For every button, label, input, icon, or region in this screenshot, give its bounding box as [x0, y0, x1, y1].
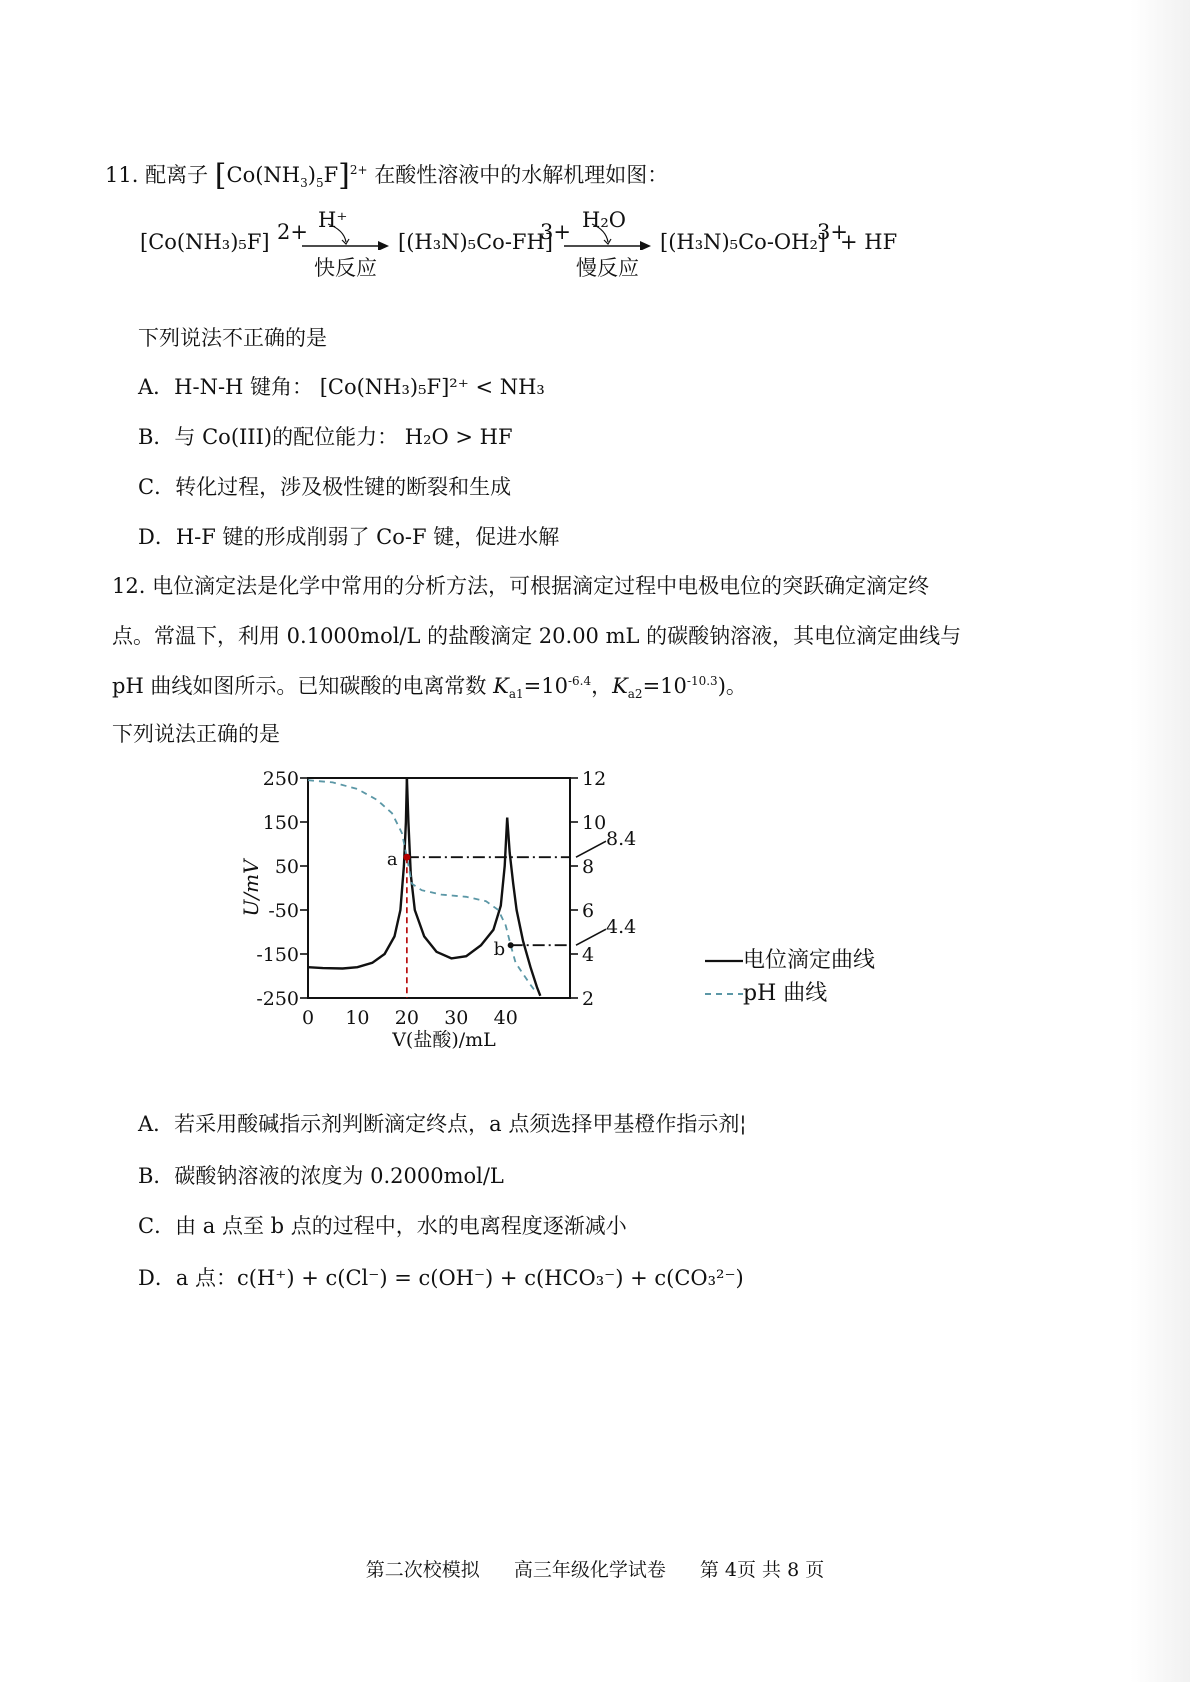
footer-exam: 第二次校模拟 [365, 1559, 480, 1581]
mech-intermediate-charge: 3+ [540, 220, 571, 244]
footer-page: 第 4页 共 8 页 [699, 1559, 825, 1581]
potential-curve-segment [407, 778, 507, 961]
q12-stem-line3-text: pH 曲线如图所示。已知碳酸的电离常数 [112, 674, 494, 698]
q11-option-a: A．H-N-H 键角： [Co(NH₃)₅F]²⁺ < NH₃ [138, 375, 545, 399]
point-a-label: a [386, 849, 398, 871]
q11-option-d: D．H-F 键的形成削弱了 Co-F 键，促进水解 [138, 525, 560, 549]
legend-potential-swatch [705, 956, 743, 966]
legend-potential-label: 电位滴定曲线 [743, 948, 876, 973]
y-right-tick-label: 2 [582, 988, 595, 1010]
footer-subject: 高三年级化学试卷 [513, 1559, 666, 1581]
legend-potential [705, 943, 875, 974]
q11-complex-ion: [ [214, 158, 227, 193]
y-right-tick-label: 4 [582, 944, 595, 966]
legend-ph [705, 976, 827, 1007]
y-left-tick-label: -150 [256, 944, 299, 966]
q12-stem-line3-end: )。 [717, 674, 747, 698]
q12-prompt: 下列说法正确的是 [112, 722, 280, 746]
q11-mechanism [0, 208, 1190, 288]
q12-stem-line3 [112, 674, 747, 702]
y-left-tick-label: -250 [256, 988, 299, 1010]
y-right-tick-label: 12 [582, 768, 607, 790]
mech-intermediate: [(H₃N)₅Co-FH] [398, 230, 553, 254]
y-left-tick-label: 50 [274, 856, 299, 878]
annotation-8.4: 8.4 [606, 828, 637, 851]
point-b-marker [508, 942, 514, 948]
q12-option-b: B．碳酸钠溶液的浓度为 0.2000mol/L [138, 1164, 504, 1188]
mech-product-charge: 3+ [817, 220, 848, 244]
x-tick-label: 10 [345, 1007, 370, 1029]
mech-step2-arrow [562, 220, 654, 250]
q11-prompt: 下列说法不正确的是 [138, 326, 327, 350]
ka-separator: ， [591, 674, 613, 698]
mech-reactant: [Co(NH₃)₅F] [140, 230, 270, 254]
mech-step2-reagent: H₂O [582, 208, 626, 232]
annotation-leader-4.4 [576, 929, 606, 945]
ka1-symbol: K [493, 674, 509, 698]
potential-curve-segment [507, 818, 540, 996]
q11-complex-ion-body: $Co(NH_3)_5F$ [226, 163, 339, 191]
x-tick-label: 30 [444, 1007, 469, 1029]
q11-option-c: C．转化过程，涉及极性键的断裂和生成 [138, 475, 512, 499]
y-axis-label: U/mV [239, 859, 263, 917]
mech-reactant-charge: 2+ [277, 220, 308, 244]
y-left-tick-label: 250 [262, 768, 299, 790]
page-footer [0, 1555, 1190, 1582]
mech-step1-label: 快反应 [314, 256, 377, 280]
y-right-tick-label: 8 [582, 856, 595, 878]
mech-step1-reagent: H⁺ [318, 208, 348, 232]
point-a-marker [403, 854, 410, 861]
mech-product: [(H₃N)₅Co-OH₂] [660, 230, 827, 254]
ka2-symbol: K [612, 674, 628, 698]
q12-stem-line2: 点。常温下，利用 0.1000mol/L 的盐酸滴定 20.00 mL 的碳酸钠溶液，其电位滴定曲线与 [112, 624, 962, 648]
potential-curve-segment [308, 778, 407, 969]
y-right-tick-label: 10 [582, 812, 607, 834]
titration-chart [230, 760, 750, 1090]
x-tick-label: 40 [493, 1007, 518, 1029]
ka2-exponent: -10.3 [686, 674, 718, 688]
mech-step1-arrow [300, 220, 392, 250]
x-tick-label: 20 [394, 1007, 419, 1029]
legend-ph-swatch [705, 989, 743, 999]
ka1-exponent: -6.4 [567, 674, 592, 688]
x-axis-label: V(盐酸)/mL [392, 1029, 496, 1051]
mech-step2-label: 慢反应 [576, 256, 639, 280]
q12-stem-line1: 12. 电位滴定法是化学中常用的分析方法，可根据滴定过程中电极电位的突跃确定滴定终 [112, 574, 930, 598]
q11-complex-ion-charge: 2+ [349, 163, 368, 177]
ka2-subscript: a2 [627, 687, 643, 702]
y-left-tick-label: -50 [268, 900, 299, 922]
annotation-4.4: 4.4 [606, 916, 637, 939]
q11-number: 11. [105, 163, 139, 187]
q11-stem [105, 158, 668, 194]
q11-stem-prefix: 配离子 [145, 163, 209, 187]
x-tick-label: 0 [301, 1007, 315, 1029]
point-b-label: b [493, 939, 506, 961]
q11-complex-ion-close: ] [338, 158, 350, 193]
ka1-subscript: a1 [508, 687, 524, 702]
ka1-value: =10 [523, 674, 568, 698]
q11-option-b: B．与 Co(III)的配位能力： H₂O > HF [138, 425, 513, 449]
ka2-value: =10 [642, 674, 687, 698]
q12-option-a: A．若采用酸碱指示剂判断滴定终点，a 点须选择甲基橙作指示剂¦ [138, 1112, 747, 1136]
q12-option-c: C．由 a 点至 b 点的过程中，水的电离程度逐渐减小 [138, 1214, 627, 1238]
q11-stem-suffix: 在酸性溶液中的水解机理如图： [374, 163, 669, 187]
mech-byproduct: + HF [840, 230, 898, 254]
q12-option-d: D．a 点：c(H⁺) + c(Cl⁻) = c(OH⁻) + c(HCO₃⁻) + c(CO₃²⁻) [138, 1266, 744, 1290]
y-left-tick-label: 150 [262, 812, 299, 834]
y-right-tick-label: 6 [582, 900, 595, 922]
annotation-leader-8.4 [576, 841, 606, 857]
legend-ph-label: pH 曲线 [743, 981, 828, 1006]
